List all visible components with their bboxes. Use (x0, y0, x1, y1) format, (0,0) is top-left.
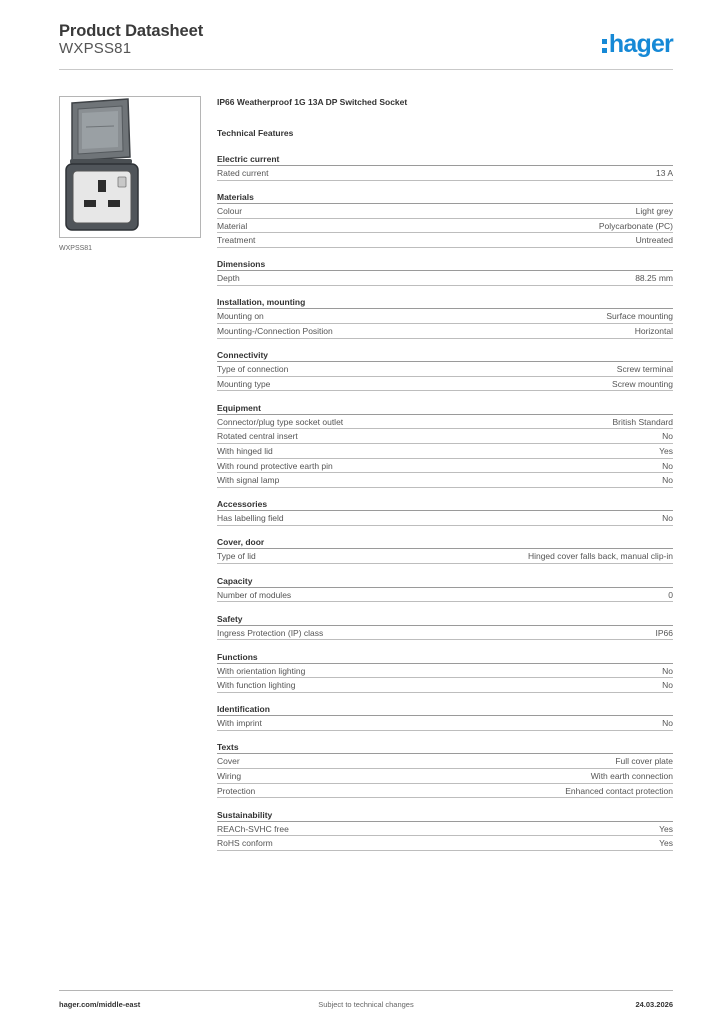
feature-sections (217, 153, 673, 851)
feature-row (217, 549, 673, 564)
section-title: Capacity (217, 575, 673, 588)
feature-label: Rated current (217, 168, 269, 178)
feature-row (217, 233, 673, 248)
feature-label: With function lighting (217, 680, 296, 691)
feature-value: Hinged cover falls back, manual clip-in (527, 551, 673, 562)
section-title: Cover, door (217, 536, 673, 549)
feature-row (217, 271, 673, 286)
feature-row (217, 204, 673, 219)
logo-dots-icon (602, 39, 607, 52)
feature-value: No (662, 513, 673, 524)
feature-row (217, 626, 673, 641)
feature-section (217, 498, 673, 526)
feature-row (217, 769, 673, 784)
feature-value: Surface mounting (606, 311, 673, 322)
socket-image-icon (60, 97, 200, 237)
feature-value: No (662, 431, 673, 442)
feature-section (217, 809, 673, 851)
feature-label: Number of modules (217, 589, 292, 600)
feature-value: No (662, 665, 673, 676)
feature-value: Polycarbonate (PC) (598, 220, 673, 231)
feature-label: Connector/plug type socket outlet (217, 416, 344, 427)
datasheet-content (217, 96, 673, 861)
feature-row (217, 836, 673, 851)
feature-label: With hinged lid (217, 446, 273, 457)
product-name: IP66 Weatherproof 1G 13A DP Switched Socket (217, 97, 408, 107)
feature-value: Enhanced contact protection (565, 785, 673, 796)
image-caption: WXPSS81 (59, 245, 93, 252)
feature-row (217, 362, 673, 377)
logo-text: hager (608, 30, 673, 58)
feature-section (217, 703, 673, 731)
feature-row (217, 377, 673, 392)
hager-logo (602, 30, 673, 59)
feature-section (217, 741, 673, 798)
feature-row (217, 588, 673, 603)
feature-label: Material (217, 220, 248, 231)
footer-website: hager.com/middle-east (59, 1000, 141, 1009)
feature-value: Screw mounting (612, 378, 673, 389)
feature-label: RoHS conform (217, 838, 273, 849)
section-title: Electric current (217, 153, 673, 166)
feature-label: With orientation lighting (217, 665, 306, 676)
section-title: Dimensions (217, 258, 673, 271)
product-code: WXPSS81 (59, 40, 132, 57)
feature-value: No (662, 475, 673, 486)
feature-row (217, 415, 673, 430)
feature-value: No (662, 460, 673, 471)
section-title: Sustainability (217, 809, 673, 822)
feature-value: Yes (659, 446, 673, 457)
section-title: Safety (217, 613, 673, 626)
feature-row (217, 754, 673, 769)
document-title: Product Datasheet (59, 22, 204, 40)
feature-row (217, 473, 673, 488)
section-title: Materials (217, 191, 673, 204)
feature-value: 88.25 mm (635, 273, 673, 284)
section-title: Accessories (217, 498, 673, 511)
feature-row (217, 678, 673, 693)
feature-row (217, 664, 673, 679)
feature-row (217, 309, 673, 324)
feature-value: IP66 (655, 627, 673, 638)
feature-section (217, 296, 673, 338)
feature-value: British Standard (612, 416, 673, 427)
feature-section (217, 191, 673, 248)
feature-label: Mounting-/Connection Position (217, 326, 333, 337)
section-title: Functions (217, 651, 673, 664)
feature-label: Treatment (217, 235, 256, 246)
feature-label: Protection (217, 785, 256, 796)
feature-row (217, 459, 673, 474)
section-title: Texts (217, 741, 673, 754)
feature-section (217, 651, 673, 693)
section-title: Installation, mounting (217, 296, 673, 309)
feature-value: Yes (659, 838, 673, 849)
feature-section (217, 153, 673, 181)
feature-label: With signal lamp (217, 475, 280, 486)
feature-value: Screw terminal (616, 364, 673, 375)
feature-label: Colour (217, 206, 243, 217)
feature-label: Type of lid (217, 551, 256, 562)
feature-value: No (662, 680, 673, 691)
feature-section (217, 258, 673, 286)
section-title: Equipment (217, 402, 673, 415)
feature-value: Yes (659, 823, 673, 834)
feature-row (217, 166, 673, 181)
feature-section (217, 536, 673, 564)
page-footer (59, 990, 673, 1012)
feature-label: Has labelling field (217, 513, 284, 524)
product-image (59, 96, 201, 238)
feature-label: Depth (217, 273, 240, 284)
feature-label: With imprint (217, 718, 262, 729)
feature-section (217, 575, 673, 603)
feature-label: Wiring (217, 771, 242, 782)
feature-row (217, 219, 673, 234)
feature-value: 13 A (655, 168, 673, 178)
feature-section (217, 349, 673, 391)
feature-label: Rotated central insert (217, 431, 298, 442)
feature-label: Cover (217, 756, 240, 767)
feature-section (217, 613, 673, 641)
feature-value: With earth connection (590, 771, 673, 782)
feature-label: Mounting on (217, 311, 264, 322)
feature-row (217, 429, 673, 444)
footer-date: 24.03.2026 (635, 1000, 673, 1009)
feature-value: Horizontal (634, 326, 673, 337)
features-heading: Technical Features (217, 128, 294, 138)
feature-row (217, 716, 673, 731)
feature-section (217, 402, 673, 488)
feature-label: REACh-SVHC free (217, 823, 289, 834)
section-title: Connectivity (217, 349, 673, 362)
feature-label: Ingress Protection (IP) class (217, 627, 324, 638)
section-title: Identification (217, 703, 673, 716)
feature-row (217, 822, 673, 837)
feature-row (217, 324, 673, 339)
feature-label: With round protective earth pin (217, 460, 333, 471)
feature-value: Untreated (635, 235, 673, 246)
feature-label: Type of connection (217, 364, 289, 375)
feature-label: Mounting type (217, 378, 271, 389)
page-header (59, 20, 673, 70)
feature-value: No (662, 718, 673, 729)
feature-row (217, 444, 673, 459)
feature-row (217, 511, 673, 526)
feature-value: Light grey (635, 206, 673, 217)
feature-value: 0 (668, 589, 673, 600)
feature-value: Full cover plate (615, 756, 673, 767)
footer-disclaimer: Subject to technical changes (318, 1000, 414, 1009)
feature-row (217, 784, 673, 799)
